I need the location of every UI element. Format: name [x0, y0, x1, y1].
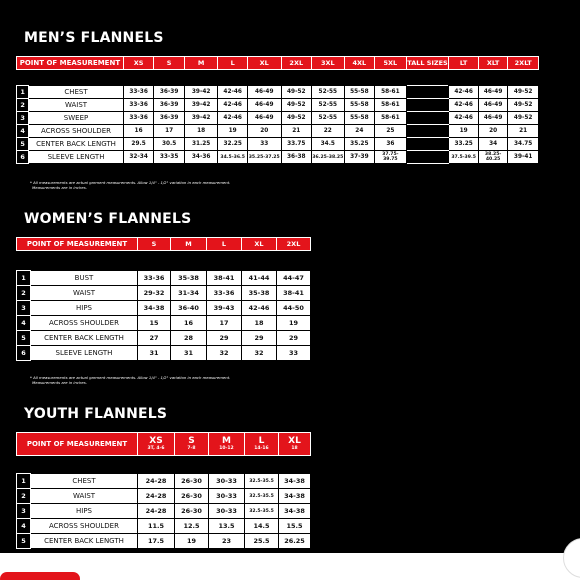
measurement-cell: 46-49 [478, 112, 508, 125]
row-number: 5 [17, 534, 31, 549]
measurement-cell: 49-52 [281, 99, 312, 112]
measurement-cell: 41-44 [242, 271, 277, 286]
youth-size-range: 3T, 4-6 [147, 445, 165, 451]
measurement-cell: 33 [247, 138, 281, 151]
measurement-cell: 34.5 [312, 138, 345, 151]
mens-header-s: S [154, 57, 185, 70]
measurement-cell: 30-33 [209, 504, 245, 519]
measurement-cell: 33.75 [281, 138, 312, 151]
measurement-cell: 29 [277, 331, 311, 346]
row-label: HIPS [31, 504, 138, 519]
measurement-cell: 15.5 [279, 519, 311, 534]
table-row [17, 331, 311, 346]
measurement-cell: 32.5-35.5 [245, 489, 279, 504]
measurement-cell: 37.5-39.5 [449, 151, 479, 164]
measurement-cell: 23 [209, 534, 245, 549]
measurement-cell: 24 [344, 125, 375, 138]
measurement-cell: 30.5 [154, 138, 185, 151]
youth-header-size [209, 433, 245, 456]
womens-header-table [16, 237, 311, 251]
row-label: SLEEVE LENGTH [29, 151, 124, 164]
measurement-cell: 33.25 [449, 138, 479, 151]
measurement-cell: 25 [375, 125, 407, 138]
youth-size-label: M [222, 435, 231, 446]
measurement-cell: 31.25 [184, 138, 218, 151]
measurement-cell: 32.25 [218, 138, 248, 151]
measurement-cell: 36-40 [171, 301, 207, 316]
measurement-cell: 42-46 [449, 86, 479, 99]
measurement-cell: 18 [184, 125, 218, 138]
table-row [17, 112, 539, 125]
table-row [17, 519, 311, 534]
measurement-cell: 46-49 [478, 99, 508, 112]
measurement-cell: 58-61 [375, 112, 407, 125]
measurement-cell: 26-30 [175, 474, 209, 489]
row-label: WAIST [31, 286, 138, 301]
table-row [17, 301, 311, 316]
measurement-cell: 49-52 [281, 86, 312, 99]
row-number: 4 [17, 519, 31, 534]
measurement-cell: 19 [218, 125, 248, 138]
measurement-cell: 22 [312, 125, 345, 138]
row-label: HIPS [31, 301, 138, 316]
youth-size-range: 10-12 [219, 445, 234, 451]
measurement-cell: 42-46 [218, 99, 248, 112]
measurement-cell: 24-28 [138, 504, 175, 519]
measurement-cell: 42-46 [218, 112, 248, 125]
measurement-cell: 33-35 [154, 151, 185, 164]
mens-header-5xl: 5XL [375, 57, 407, 70]
measurement-cell: 58-61 [375, 99, 407, 112]
measurement-cell: 44-47 [277, 271, 311, 286]
table-row [17, 151, 539, 164]
measurement-cell: 49-52 [508, 112, 539, 125]
mens-header-4xl: 4XL [344, 57, 375, 70]
womens-header-pom: POINT OF MEASUREMENT [17, 238, 138, 251]
measurement-cell: 31-34 [171, 286, 207, 301]
measurement-cell: 38-41 [207, 271, 242, 286]
youth-header-pom: POINT OF MEASUREMENT [17, 433, 138, 456]
measurement-cell: 46-49 [247, 112, 281, 125]
measurement-cell: 30-33 [209, 474, 245, 489]
womens-header-xl: XL [242, 238, 277, 251]
measurement-cell: 33-36 [123, 99, 154, 112]
measurement-cell: 46-49 [247, 99, 281, 112]
measurement-cell: 19 [277, 316, 311, 331]
measurement-cell: 19 [175, 534, 209, 549]
mens-header-xlt: XLT [478, 57, 508, 70]
tall-sizes-spacer [406, 86, 449, 99]
youth-size-range: 7-8 [187, 445, 196, 451]
measurement-cell: 20 [247, 125, 281, 138]
measurement-cell: 32-34 [123, 151, 154, 164]
row-label: BUST [31, 271, 138, 286]
womens-title: WOMEN’S FLANNELS [24, 211, 192, 227]
measurement-cell: 32.5-35.5 [245, 504, 279, 519]
measurement-cell: 49-52 [508, 99, 539, 112]
table-row [17, 99, 539, 112]
measurement-cell: 11.5 [138, 519, 175, 534]
table-row [17, 316, 311, 331]
measurement-cell: 39-42 [184, 86, 218, 99]
measurement-cell: 12.5 [175, 519, 209, 534]
measurement-cell: 33-36 [207, 286, 242, 301]
measurement-cell: 16 [171, 316, 207, 331]
measurement-cell: 42-46 [449, 99, 479, 112]
measurement-cell: 35.25-37.25 [247, 151, 281, 164]
measurement-cell: 38.25-40.25 [478, 151, 508, 164]
measurement-cell: 35-38 [242, 286, 277, 301]
measurement-cell: 35-38 [171, 271, 207, 286]
mens-header-pom: POINT OF MEASUREMENT [17, 57, 124, 70]
measurement-cell: 55-58 [344, 86, 375, 99]
measurement-cell: 21 [281, 125, 312, 138]
measurement-cell: 36-38 [281, 151, 312, 164]
table-row [17, 138, 539, 151]
measurement-cell: 20 [478, 125, 508, 138]
measurement-cell: 36-39 [154, 86, 185, 99]
measurement-cell: 34-38 [279, 474, 311, 489]
measurement-cell: 17 [207, 316, 242, 331]
measurement-cell: 42-46 [242, 301, 277, 316]
measurement-cell: 27 [138, 331, 171, 346]
measurement-cell: 34-38 [279, 489, 311, 504]
measurement-cell: 32.5-35.5 [245, 474, 279, 489]
row-label: ACROSS SHOULDER [29, 125, 124, 138]
row-number: 4 [17, 125, 29, 138]
row-label: WAIST [31, 489, 138, 504]
bottom-bar [0, 553, 580, 580]
measurement-cell: 49-52 [508, 86, 539, 99]
youth-size-label: S [188, 435, 195, 446]
table-row [17, 271, 311, 286]
row-label: WAIST [29, 99, 124, 112]
measurement-cell: 46-49 [478, 86, 508, 99]
womens-header-m: M [171, 238, 207, 251]
measurement-cell: 17 [154, 125, 185, 138]
measurement-cell: 21 [508, 125, 539, 138]
row-number: 3 [17, 112, 29, 125]
mens-header-2xlt: 2XLT [508, 57, 539, 70]
measurement-cell: 32 [207, 346, 242, 361]
mens-header-lt: LT [449, 57, 479, 70]
measurement-cell: 16 [123, 125, 154, 138]
womens-note-line1: * All measurements are actual garment measurements. Allow 1/4" - 1/2" variation in each measurement. [30, 375, 231, 380]
womens-header-l: L [207, 238, 242, 251]
measurement-cell: 34.75 [508, 138, 539, 151]
tall-sizes-spacer [406, 138, 449, 151]
measurement-cell: 26.25 [279, 534, 311, 549]
measurement-cell: 37.75-39.75 [375, 151, 407, 164]
row-label: CENTER BACK LENGTH [31, 331, 138, 346]
measurement-cell: 49-52 [281, 112, 312, 125]
row-number: 5 [17, 138, 29, 151]
tall-sizes-spacer [406, 151, 449, 164]
mens-header-m: M [184, 57, 218, 70]
womens-note [30, 375, 330, 385]
measurement-cell: 25.5 [245, 534, 279, 549]
measurement-cell: 26-30 [175, 489, 209, 504]
measurement-cell: 34.5-36.5 [218, 151, 248, 164]
mens-header-xs: XS [123, 57, 154, 70]
mens-note-line2: Measurements are in inches. [32, 185, 87, 190]
measurement-cell: 44-50 [277, 301, 311, 316]
measurement-cell: 29-32 [138, 286, 171, 301]
measurement-cell: 33-36 [123, 86, 154, 99]
table-row [17, 86, 539, 99]
measurement-cell: 55-58 [344, 99, 375, 112]
womens-header-2xl: 2XL [277, 238, 311, 251]
row-label: SWEEP [29, 112, 124, 125]
row-number: 5 [17, 331, 31, 346]
measurement-cell: 36 [375, 138, 407, 151]
measurement-cell: 34-36 [184, 151, 218, 164]
measurement-cell: 29 [207, 331, 242, 346]
table-row [17, 489, 311, 504]
youth-header-size [175, 433, 209, 456]
measurement-cell: 58-61 [375, 86, 407, 99]
mens-header-table [16, 56, 539, 70]
measurement-cell: 46-49 [247, 86, 281, 99]
measurement-cell: 39-42 [184, 99, 218, 112]
youth-header-size [279, 433, 311, 456]
measurement-cell: 39-43 [207, 301, 242, 316]
measurement-cell: 28 [171, 331, 207, 346]
measurement-cell: 38-41 [277, 286, 311, 301]
measurement-cell: 33-36 [123, 112, 154, 125]
row-number: 1 [17, 86, 29, 99]
measurement-cell: 13.5 [209, 519, 245, 534]
measurement-cell: 14.5 [245, 519, 279, 534]
measurement-cell: 42-46 [449, 112, 479, 125]
measurement-cell: 36.25-38.25 [312, 151, 345, 164]
measurement-cell: 42-46 [218, 86, 248, 99]
measurement-cell: 32 [242, 346, 277, 361]
measurement-cell: 52-55 [312, 99, 345, 112]
measurement-cell: 24-28 [138, 489, 175, 504]
row-label: ACROSS SHOULDER [31, 519, 138, 534]
row-label: SLEEVE LENGTH [31, 346, 138, 361]
measurement-cell: 24-28 [138, 474, 175, 489]
mens-data-table [16, 85, 539, 164]
row-label: ACROSS SHOULDER [31, 316, 138, 331]
womens-header-s: S [138, 238, 171, 251]
measurement-cell: 52-55 [312, 112, 345, 125]
table-row [17, 346, 311, 361]
measurement-cell: 18 [242, 316, 277, 331]
table-row [17, 504, 311, 519]
womens-note-line2: Measurements are in inches. [32, 380, 87, 385]
measurement-cell: 35.25 [344, 138, 375, 151]
mens-note-line1: * All measurements are actual garment measurements. Allow 1/4" - 1/2" variation in each measurement. [30, 180, 231, 185]
youth-title: YOUTH FLANNELS [24, 406, 168, 422]
measurement-cell: 39-42 [184, 112, 218, 125]
row-number: 1 [17, 271, 31, 286]
measurement-cell: 34-38 [279, 504, 311, 519]
youth-size-range: 14-16 [254, 445, 269, 451]
mens-title: MEN’S FLANNELS [24, 30, 164, 46]
table-row [17, 474, 311, 489]
measurement-cell: 26-30 [175, 504, 209, 519]
youth-header-size [138, 433, 175, 456]
measurement-cell: 36-39 [154, 99, 185, 112]
measurement-cell: 29.5 [123, 138, 154, 151]
row-label: CHEST [31, 474, 138, 489]
mens-header-tall-sizes: TALL SIZES [406, 57, 449, 70]
womens-data-table [16, 270, 311, 361]
youth-header-size [245, 433, 279, 456]
youth-size-label: XS [149, 435, 163, 446]
mens-note [30, 180, 330, 190]
youth-header-table [16, 432, 311, 456]
row-number: 6 [17, 151, 29, 164]
measurement-cell: 55-58 [344, 112, 375, 125]
youth-data-table [16, 473, 311, 549]
row-label: CENTER BACK LENGTH [31, 534, 138, 549]
row-number: 3 [17, 504, 31, 519]
tall-sizes-spacer [406, 112, 449, 125]
tall-sizes-spacer [406, 99, 449, 112]
row-number: 2 [17, 99, 29, 112]
youth-size-range: 18 [291, 445, 298, 451]
row-number: 2 [17, 489, 31, 504]
tall-sizes-spacer [406, 125, 449, 138]
row-number: 3 [17, 301, 31, 316]
table-row [17, 286, 311, 301]
measurement-cell: 19 [449, 125, 479, 138]
youth-size-label: L [258, 435, 265, 446]
mens-header-xl: XL [247, 57, 281, 70]
mens-header-2xl: 2XL [281, 57, 312, 70]
table-row [17, 534, 311, 549]
measurement-cell: 34-38 [138, 301, 171, 316]
measurement-cell: 17.5 [138, 534, 175, 549]
row-label: CENTER BACK LENGTH [29, 138, 124, 151]
measurement-cell: 15 [138, 316, 171, 331]
row-number: 1 [17, 474, 31, 489]
measurement-cell: 31 [138, 346, 171, 361]
measurement-cell: 31 [171, 346, 207, 361]
table-row [17, 125, 539, 138]
mens-header-3xl: 3XL [312, 57, 345, 70]
measurement-cell: 29 [242, 331, 277, 346]
measurement-cell: 33 [277, 346, 311, 361]
measurement-cell: 39-41 [508, 151, 539, 164]
bottom-red-tab [0, 572, 80, 580]
measurement-cell: 33-36 [138, 271, 171, 286]
measurement-cell: 34 [478, 138, 508, 151]
measurement-cell: 52-55 [312, 86, 345, 99]
row-label: CHEST [29, 86, 124, 99]
row-number: 2 [17, 286, 31, 301]
measurement-cell: 37-39 [344, 151, 375, 164]
measurement-cell: 30-33 [209, 489, 245, 504]
mens-header-l: L [218, 57, 248, 70]
row-number: 6 [17, 346, 31, 361]
row-number: 4 [17, 316, 31, 331]
measurement-cell: 36-39 [154, 112, 185, 125]
youth-size-label: XL [288, 435, 301, 446]
